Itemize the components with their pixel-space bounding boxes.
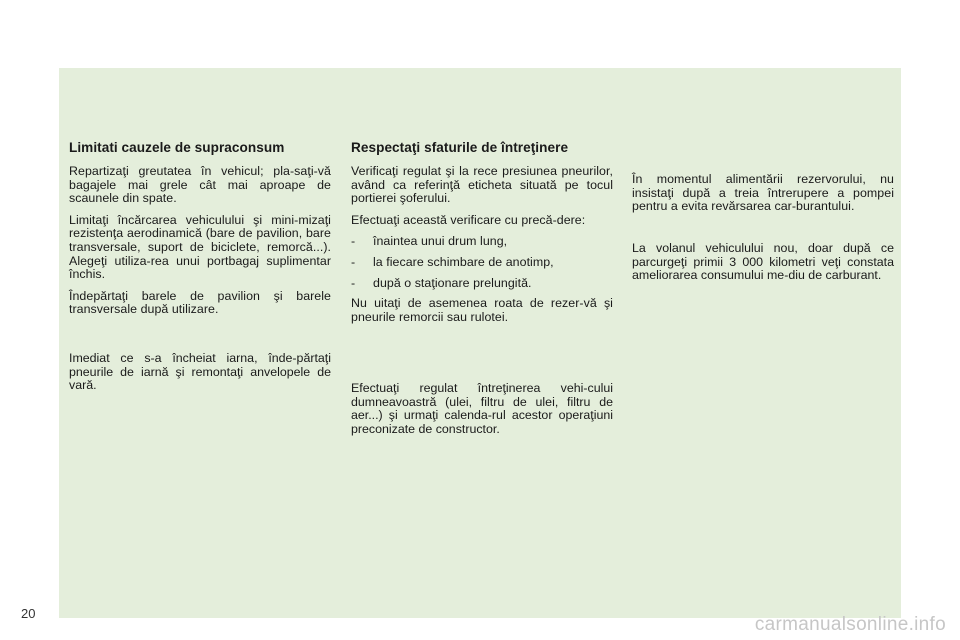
- column-refuelling: [632, 173, 894, 222]
- column-maintenance: [351, 141, 613, 332]
- heading-maintenance-advice: Respectaţi sfaturile de întreţinere: [351, 140, 569, 155]
- bullet-item: [351, 256, 613, 270]
- paragraph-winter-tyres: Imediat ce s-a încheiat iarna, înde-părtaţi pneurile de iarnă şi remontaţi anvelopele de vară.: [69, 351, 331, 393]
- paragraph-refuelling: În momentul alimentării rezervorului, nu insistaţi după a treia întrerupere a pompei pentru a evita revărsarea car-burantului.: [632, 172, 894, 214]
- paragraph-regular-service: Efectuaţi regulat întreţinerea vehi-cului dumneavoastră (ulei, filtru de ulei, filtru de aer...) şi urmaţi calenda-rul acestor operaţiuni preconizate de constructor.: [351, 381, 613, 436]
- column-fuel-overconsumption: [69, 141, 331, 325]
- paragraph-check-especially: Efectuaţi această verificare cu precă-dere:: [351, 212, 586, 227]
- paragraph-new-vehicle: La volanul vehiculului nou, doar după ce parcurgeţi primii 3 000 kilometri veţi constata ameliorarea consumului me-diu de carburant.: [632, 241, 894, 283]
- bullet-text: înaintea unui drum lung,: [373, 234, 508, 249]
- paragraph-remove-roof-bars: Îndepărtaţi barele de pavilion şi barele transversale după utilizare.: [69, 288, 331, 317]
- block-winter-tyres: [69, 352, 331, 393]
- watermark: carmanualsonline.info: [754, 614, 946, 635]
- paragraph-limit-load: Limitaţi încărcarea vehiculului şi mini-mizaţi rezistenţa aerodinamică (bare de pavilion, bare transversale, suport de biciclete, remorcă...). Alegeţi utiliza-rea unui portbagaj suplimentar închis.: [69, 212, 331, 282]
- block-regular-service: [351, 382, 613, 436]
- bullet-text: la fiecare schimbare de anotimp,: [373, 254, 554, 269]
- heading-limit-overconsumption: Limitati cauzele de supraconsum: [69, 140, 285, 155]
- bullet-dash: -: [351, 234, 356, 249]
- paragraph-tyre-pressure: Verificaţi regulat şi la rece presiunea pneurilor, având ca referinţă eticheta situată pe tocul portierei şoferului.: [351, 164, 613, 206]
- block-new-vehicle: [632, 242, 894, 283]
- bullet-dash: -: [351, 254, 356, 269]
- page-number: 20: [21, 606, 36, 621]
- bullet-item: [351, 277, 613, 291]
- bullet-item: [351, 235, 613, 249]
- bullet-text: după o staţionare prelungită.: [373, 275, 532, 290]
- paragraph-weight-distribution: Repartizaţi greutatea în vehicul; pla-saţi-vă bagajele mai grele cât mai aproape de scaunele din spate.: [69, 164, 331, 206]
- bullet-dash: -: [351, 275, 356, 290]
- paragraph-spare-wheel: Nu uitaţi de asemenea roata de rezer-vă şi pneurile remorcii sau rulotei.: [351, 296, 613, 324]
